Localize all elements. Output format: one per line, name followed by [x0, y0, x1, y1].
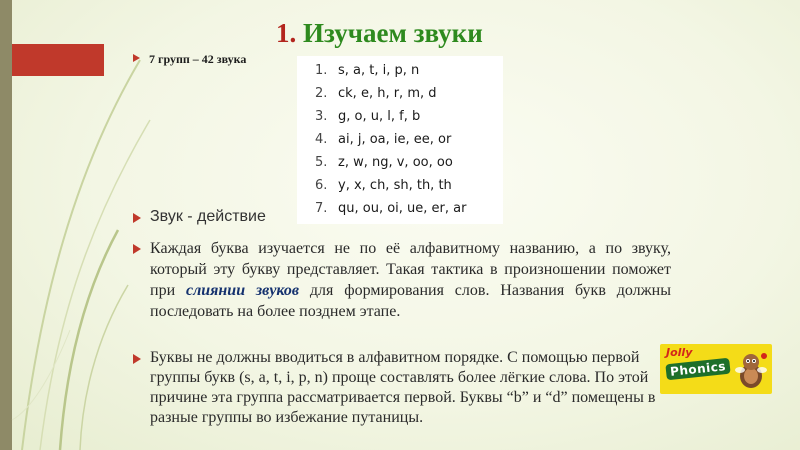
text-part: Каждая буква изучается не по её алфавитному названию, а по звуку, который эту букву представляет. Такая тактика в произношении поможет при [150, 240, 671, 299]
sound-groups-image [297, 56, 503, 224]
sound-group-row [315, 106, 420, 126]
bullet-order-text: Буквы не должны вводиться в алфавитном порядке. С помощью первой группы букв (s, a, t, i, p, n) проще составлять более лёгкие слова. По этой причине эта группа рассматривается первой. Буквы “b” и “d” помещены в разные группы во избежание путаницы. [150, 349, 656, 426]
emphasis-text: слиянии звуков [185, 282, 300, 299]
bullet-each-letter [133, 238, 671, 322]
bullet-sound-action [133, 208, 266, 226]
group-sounds: y, x, ch, sh, th, th [338, 177, 452, 193]
slide-title [276, 18, 483, 49]
group-sounds: qu, ou, oi, ue, er, ar [338, 200, 467, 216]
bullet-arrow-icon [133, 244, 141, 254]
bullet-arrow-icon [133, 213, 141, 223]
group-number: 1. [315, 62, 328, 78]
group-number: 2. [315, 85, 328, 101]
left-decor-band [0, 0, 12, 450]
bullet-sound-action-text: Звук - действие [150, 208, 266, 225]
bullet-order [133, 348, 671, 428]
bullet-each-letter-text [150, 238, 671, 322]
title-accent-bar [12, 44, 104, 76]
group-number: 5. [315, 154, 328, 170]
group-sounds: ai, j, oa, ie, ee, or [338, 131, 452, 147]
logo-jolly-text: Jolly [666, 346, 693, 359]
group-number: 6. [315, 177, 328, 193]
bullet-arrow-icon [133, 54, 140, 62]
sound-group-row [315, 152, 453, 172]
sound-group-row [315, 129, 451, 149]
group-number: 7. [315, 200, 328, 216]
logo-phonics-text: Phonics [665, 358, 730, 381]
group-number: 4. [315, 131, 328, 147]
sound-group-row [315, 60, 419, 80]
title-text: Изучаем звуки [303, 18, 483, 48]
group-sounds: ck, e, h, r, m, d [338, 85, 437, 101]
bullet-groups [133, 52, 246, 67]
title-number: 1. [276, 18, 297, 48]
text-part: для формирования слов. Названия букв должны последовать на более позднем этапе. [150, 282, 671, 320]
group-sounds: s, a, t, i, p, n [338, 62, 420, 78]
sound-group-row [315, 198, 466, 218]
jolly-phonics-logo [660, 344, 772, 394]
sound-group-row [315, 175, 452, 195]
group-sounds: g, o, u, l, f, b [338, 108, 421, 124]
bee-mascot-icon [734, 350, 768, 390]
group-sounds: z, w, ng, v, oo, oo [338, 154, 453, 170]
bullet-groups-text: 7 групп – 42 звука [149, 52, 247, 66]
sound-group-row [315, 83, 437, 103]
bullet-arrow-icon [133, 354, 141, 364]
group-number: 3. [315, 108, 328, 124]
